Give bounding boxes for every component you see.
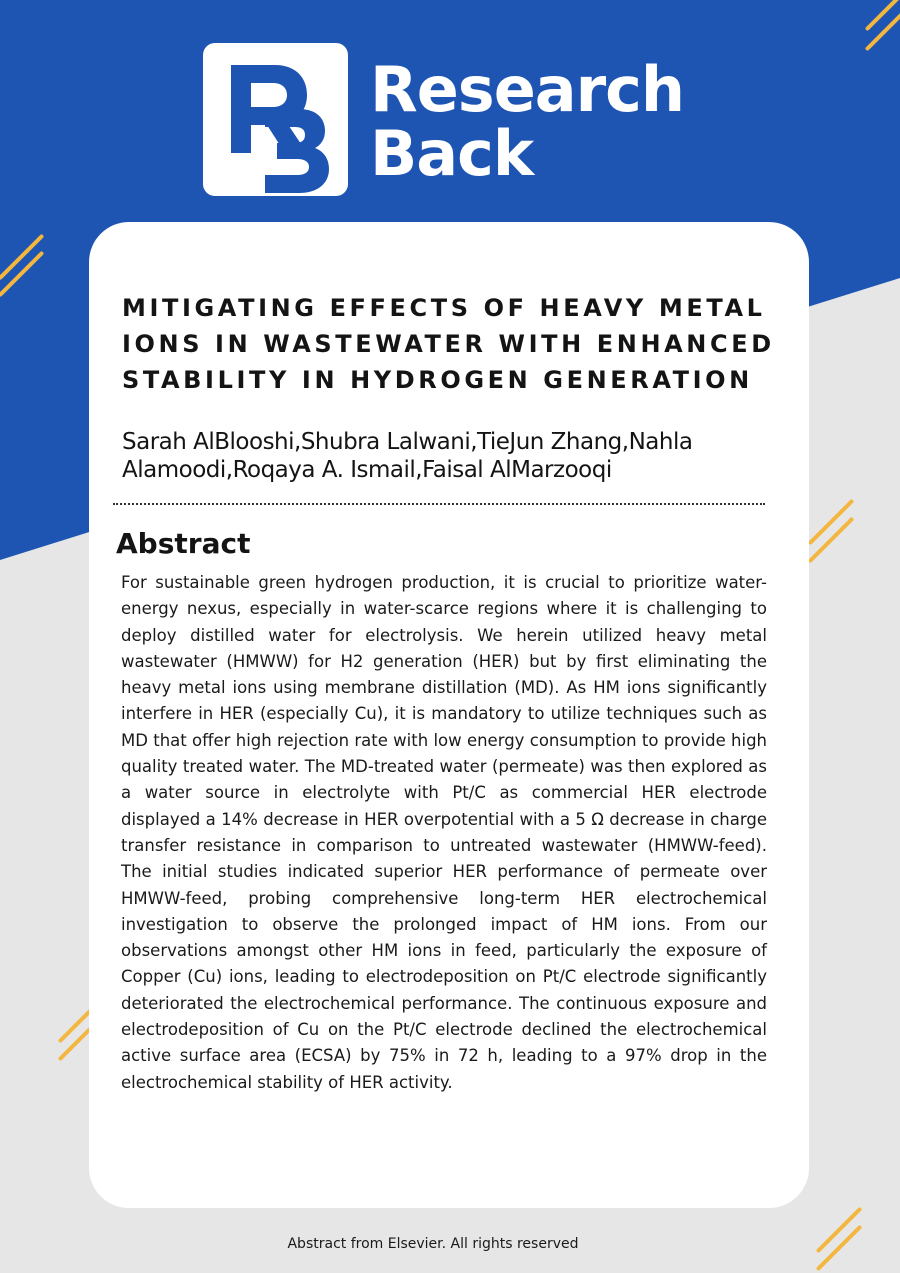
paper-title: MITIGATING EFFECTS OF HEAVY METAL IONS IN WASTEWATER WITH ENHANCED STABILITY IN HYDROGEN GENERATION	[122, 294, 775, 394]
rb-monogram-icon	[203, 43, 348, 196]
author-line-1: Sarah AlBlooshi,Shubra Lalwani,TieJun Zhang,Nahla	[122, 429, 693, 455]
brand-logo-mark	[203, 43, 348, 196]
abstract-heading: Abstract	[116, 527, 251, 560]
abstract-text: For sustainable green hydrogen production, it is crucial to prioritize water-energy nexus, especially in water-scarce regions where it is challenging to deploy distilled water for electrolysis. We herein utilized heavy metal wastewater (HMWW) for H2 generation (HER) but by first eliminating the heavy metal ions using membrane distillation (MD). As HM ions significantly interfere in HER (especially Cu), it is mandatory to utilize techniques such as MD that offer high rejection rate with low energy consumption to provide high quality treated water. The MD-treated water (permeate) was then explored as a water source in electrolyte with Pt/C as commercial HER electrode displayed a 14% decrease in HER overpotential with a 5 Ω decrease in charge transfer resistance in comparison to untreated wastewater (HMWW-feed). The initial studies indicated superior HER performance of permeate over HMWW-feed, probing comprehensive long-term HER electrochemical investigation to observe the prolonged impact of HM ions. From our observations amongst other HM ions in feed, particularly the exposure of Copper (Cu) ions, leading to electrodeposition on Pt/C electrode significantly deteriorated the electrochemical performance. The continuous exposure and electrodeposition of Cu on the Pt/C electrode declined the electrochemical active surface area (ECSA) by 75% in 72 h, leading to a 97% drop in the electrochemical stability of HER activity.	[121, 573, 767, 1092]
copyright-footer: Abstract from Elsevier. All rights reserved	[287, 1236, 579, 1252]
logo-line-research: Research	[370, 53, 685, 126]
logo-line-back: Back	[370, 117, 534, 190]
brand-logo-wordmark	[370, 53, 700, 190]
dotted-divider	[113, 503, 765, 505]
author-line-2: Alamoodi,Roqaya A. Ismail,Faisal AlMarzooqi	[122, 457, 612, 483]
author-list	[122, 428, 802, 484]
